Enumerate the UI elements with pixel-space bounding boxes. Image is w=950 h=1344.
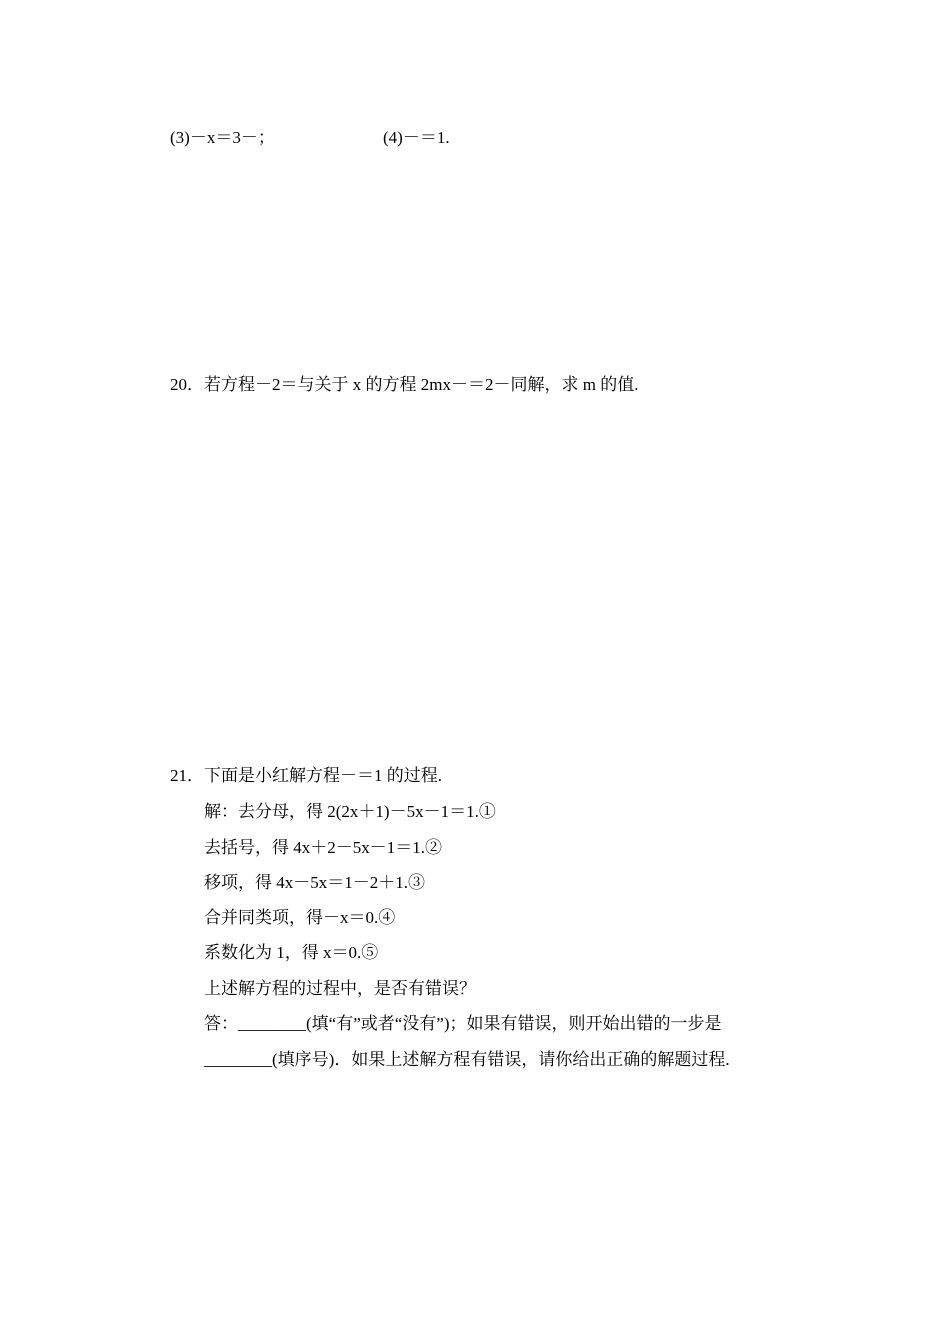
q21-step-2: 去括号，得 4x＋2－5x－1＝1.② (204, 838, 442, 857)
q21-step-4: 合并同类项，得－x＝0.④ (204, 908, 396, 927)
q21-step-5: 系数化为 1，得 x＝0.⑤ (204, 943, 379, 962)
q20-text: 20．若方程－2＝与关于 x 的方程 2mx－＝2－同解，求 m 的值. (170, 375, 639, 394)
q21-step-1: 解：去分母，得 2(2x＋1)－5x－1＝1.① (204, 802, 496, 821)
q19-part4: (4)－＝1. (383, 128, 450, 147)
q21-answer-line-2: ________(填序号)．如果上述解方程有错误，请你给出正确的解题过程. (204, 1050, 730, 1069)
q21-step-3: 移项，得 4x－5x＝1－2＋1.③ (204, 873, 425, 892)
q21-question: 上述解方程的过程中，是否有错误？ (204, 979, 476, 998)
q19-part3: (3)－x＝3－； (170, 128, 275, 147)
q21-answer-line-1: 答：________(填“有”或者“没有”)；如果有错误，则开始出错的一步是 (204, 1014, 722, 1033)
q21-intro: 21．下面是小红解方程－＝1 的过程. (170, 766, 442, 785)
